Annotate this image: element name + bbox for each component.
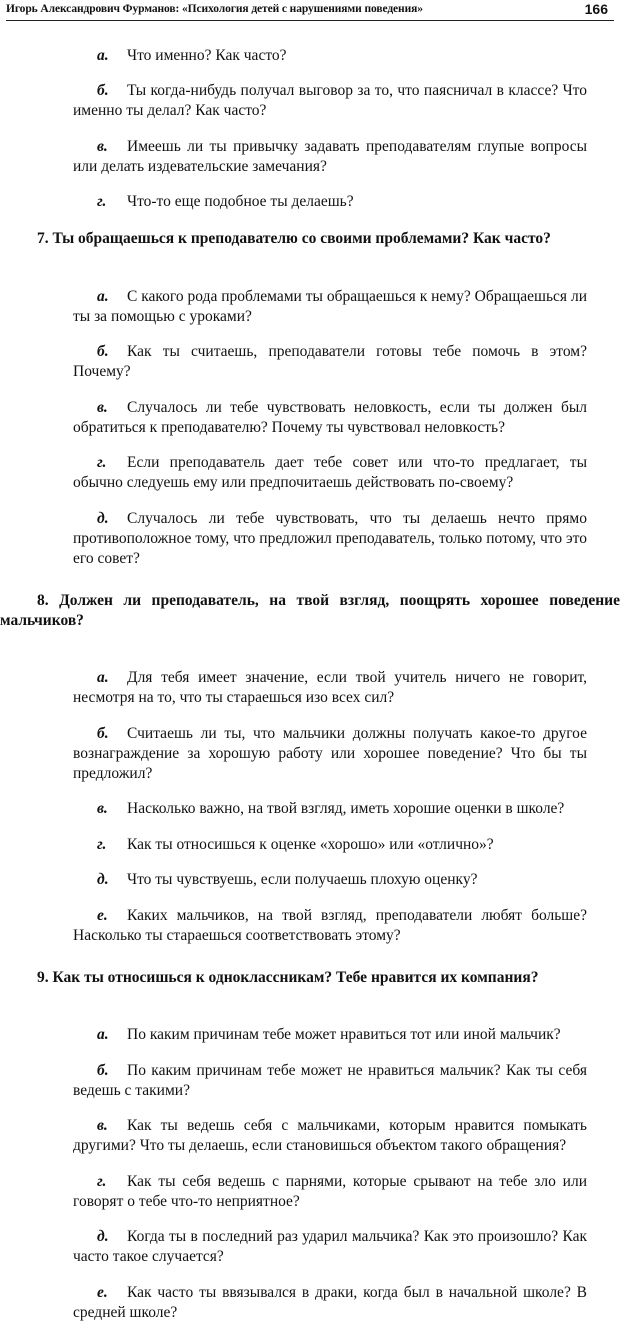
item-text: По каким причинам тебе может не нравиться мальчик? Как ты себя ведешь с такими? [73, 1061, 587, 1099]
item-text: Для тебя имеет значение, если твой учитель ничего не говорит, несмотря на то, что ты стараешься изо всех сил? [73, 669, 587, 706]
item-label: б. [97, 1061, 109, 1079]
item-label: в. [97, 800, 108, 817]
item-label: в. [97, 1117, 108, 1134]
list-item [73, 509, 587, 569]
list-item [73, 906, 587, 946]
item-text: Случалось ли тебе чувствовать, что ты делаешь нечто прямо противоположное тому, что предложил преподаватель, только потому, что это его совет? [73, 509, 587, 567]
item-label: г. [97, 1172, 107, 1190]
item-label: е. [97, 906, 108, 924]
item-text: Имеешь ли ты привычку задавать преподавателям глупые вопросы или делать издевательские замечания? [73, 137, 587, 175]
list-item [73, 46, 587, 66]
list-item [73, 398, 587, 438]
question-9-items [0, 1025, 620, 1323]
item-label: д. [97, 509, 109, 527]
item-text: Если преподаватель дает тебе совет или что-то предлагает, ты обычно следуешь ему или предпочитаешь действовать по-своему? [73, 454, 587, 491]
item-label: б. [97, 82, 109, 99]
list-item [73, 835, 587, 855]
list-item [73, 453, 587, 493]
item-text: Как ты считаешь, преподаватели готовы тебе помочь в этом? Почему? [73, 343, 587, 380]
list-item [73, 1283, 587, 1323]
question-9-heading: 9. Как ты относишься к одноклассникам? Тебе нравится их компания? [37, 968, 539, 986]
item-label: г. [97, 454, 107, 471]
item-label: б. [97, 724, 109, 742]
item-text: Как ты относишься к оценке «хорошо» или «отлично»? [127, 835, 494, 853]
list-item [73, 668, 587, 708]
question-8-heading-line2: мальчиков? [0, 611, 84, 629]
item-text: Как ты себя ведешь с парнями, которые срывают на тебе зло или говорят о тебе что-то неприятное? [73, 1172, 587, 1210]
item-label: д. [97, 1228, 109, 1245]
item-text: Насколько важно, на твой взгляд, иметь хорошие оценки в школе? [127, 800, 565, 817]
item-label: а. [97, 46, 109, 64]
list-item [73, 799, 587, 819]
item-label: б. [97, 343, 109, 360]
item-text: Что именно? Как часто? [127, 46, 287, 64]
list-item [73, 1227, 587, 1267]
header-title: Игорь Александрович Фурманов: «Психология детей с нарушениями поведения» [6, 3, 423, 15]
item-label: в. [97, 137, 108, 155]
list-item [73, 342, 587, 382]
item-label: д. [97, 871, 109, 888]
item-text: Как ты ведешь себя с мальчиками, которым нравится помыкать другими? Что ты делаешь, если становишься объектом такого обращения? [73, 1117, 587, 1154]
question-8-heading [0, 591, 620, 631]
item-label: а. [97, 1026, 109, 1043]
item-label: а. [97, 669, 109, 686]
top-items-list [0, 46, 620, 213]
list-item [73, 1116, 587, 1156]
running-header [6, 0, 614, 21]
list-item [73, 137, 587, 177]
page-content [0, 30, 620, 1323]
item-text: С какого рода проблемами ты обращаешься к нему? Обращаешься ли ты за помощью с уроками? [73, 287, 587, 325]
list-item [73, 1172, 587, 1212]
question-8-heading-line1: 8. Должен ли преподаватель, на твой взгляд, поощрять хорошее поведение [37, 591, 620, 609]
item-label: а. [97, 287, 109, 305]
item-label: г. [97, 835, 107, 853]
item-text: Как часто ты ввязывался в драки, когда был в начальной школе? В средней школе? [73, 1283, 587, 1321]
list-item [73, 870, 587, 890]
list-item [73, 1025, 587, 1045]
question-7-items [0, 287, 620, 569]
list-item [73, 81, 587, 121]
item-text: Ты когда-нибудь получал выговор за то, что паясничал в классе? Что именно ты делал? Как часто? [73, 82, 587, 119]
item-label: е. [97, 1283, 108, 1301]
list-item [73, 724, 587, 784]
page-number: 166 [584, 1, 608, 17]
item-text: Что-то еще подобное ты делаешь? [127, 193, 354, 210]
item-label: в. [97, 398, 108, 416]
question-7-heading: 7. Ты обращаешься к преподавателю со своими проблемами? Как часто? [37, 230, 551, 247]
item-text: Когда ты в последний раз ударил мальчика? Как это произошло? Как часто такое случается? [73, 1228, 587, 1265]
list-item [73, 1061, 587, 1101]
list-item [73, 192, 587, 212]
item-label: г. [97, 193, 107, 210]
list-item [73, 287, 587, 327]
item-text: По каким причинам тебе может нравиться тот или иной мальчик? [127, 1026, 561, 1043]
item-text: Каких мальчиков, на твой взгляд, преподаватели любят больше? Насколько ты стараешься соответствовать этому? [73, 906, 587, 944]
item-text: Случалось ли тебе чувствовать неловкость, если ты должен был обратиться к преподавателю? Почему ты чувствовал неловкость? [73, 398, 587, 436]
item-text: Что ты чувствуешь, если получаешь плохую оценку? [127, 871, 478, 888]
item-text: Считаешь ли ты, что мальчики должны получать какое-то другое вознаграждение за хорошую работу или хорошее поведение? Что бы ты предложил? [73, 724, 587, 782]
question-8-items [0, 668, 620, 946]
